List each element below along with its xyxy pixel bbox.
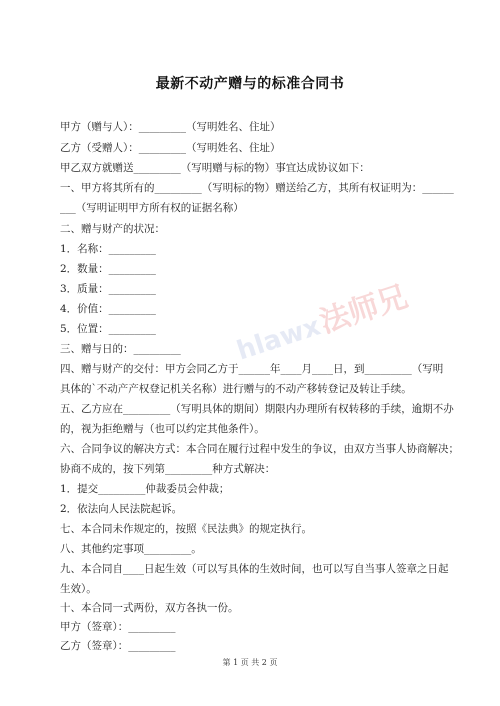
signature-line: 甲方（签章）：_________ bbox=[60, 621, 176, 633]
clause-line: ___（写明证明甲方所有权的证据名称） bbox=[60, 202, 244, 214]
clause-line: 3．质量：_________ bbox=[60, 283, 156, 295]
clause-line: 1．提交_________仲裁委员会仲裁； bbox=[60, 483, 230, 495]
page-number-footer: 第 1 页 共 2 页 bbox=[222, 658, 278, 667]
document-title: 最新不动产赠与的标准合同书 bbox=[155, 76, 345, 92]
clause-line: 二、赠与财产的状况： bbox=[60, 223, 165, 235]
clause-line: 八、其他约定事项_________。 bbox=[60, 543, 202, 555]
clause-line: 协商不成的，按下列第_________种方式解决： bbox=[60, 463, 276, 475]
clause-line: 一、甲方将其所有的_________（写明标的物）赠送给乙方，其所有权证明为：______ bbox=[60, 182, 454, 194]
clause-line: 七、本合同未作规定的，按照《民法典》的规定执行。 bbox=[60, 523, 312, 535]
clause-line: 具体的`不动产产权登记机关名称）进行赠与的不动产移转登记及转让手续。 bbox=[60, 383, 412, 395]
watermark-logo-text: hlawx bbox=[233, 311, 325, 367]
clause-line: 五、乙方应在_________（写明具体的期间）期限内办理所有权转移的手续，逾期不办 bbox=[60, 403, 454, 415]
clause-line: 2．数量：_________ bbox=[60, 263, 156, 275]
watermark-text: 法师兄 bbox=[315, 279, 412, 341]
clause-line: 甲乙双方就赠送_________（写明赠与标的物）事宜达成协议如下： bbox=[60, 162, 370, 174]
clause-line: 4．价值：_________ bbox=[60, 303, 156, 315]
signature-line: 乙方（签章）：_________ bbox=[60, 640, 176, 652]
clause-line: 九、本合同自____日起生效（可以写具体的生效时间，也可以写自当事人签章之日起 bbox=[60, 563, 449, 575]
clause-line: 甲方（赠与人）：_________（写明姓名、住址） bbox=[60, 121, 281, 133]
clause-line: 生效）。 bbox=[60, 583, 97, 595]
clause-line: 十、本合同一式两份，双方各执一份。 bbox=[60, 602, 239, 614]
clause-line: 乙方（受赠人）：_________（写明姓名、住址） bbox=[60, 142, 281, 154]
clause-line: 三、赠与日的：_________ bbox=[60, 343, 181, 355]
clause-line: 5．位置：_________ bbox=[60, 323, 156, 335]
clause-line: 六、合同争议的解决方式：本合同在履行过程中发生的争议，由双方当事人协商解决； bbox=[60, 443, 459, 455]
clause-line: 2．依法向人民法院起诉。 bbox=[60, 503, 183, 515]
clause-line: 1．名称：_________ bbox=[60, 243, 156, 255]
clause-line: 的，视为拒绝赠与（也可以约定其他条件）。 bbox=[60, 423, 265, 435]
clause-line: 四、赠与财产的交付：甲方会同乙方于______年____月____日，到_________（写明 bbox=[60, 363, 444, 375]
